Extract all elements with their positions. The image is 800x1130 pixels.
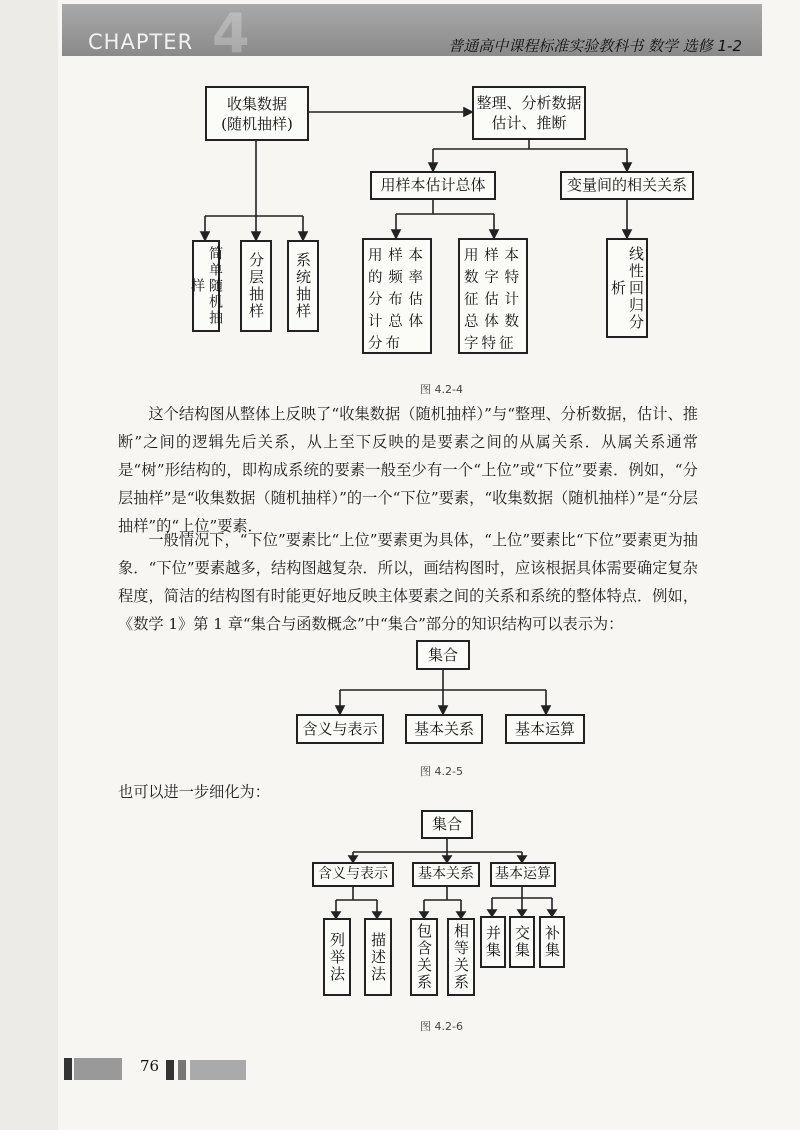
description-method-box: 描述法 [364, 918, 392, 996]
numerical-features-box: 用样本数字特征估计总体数字特征 [458, 238, 528, 354]
meaning-representation-box: 含义与表示 [296, 714, 384, 744]
enumeration-method-box: 列举法 [323, 918, 351, 996]
meaning-representation-box-detailed: 含义与表示 [312, 862, 394, 887]
paragraph-1: 这个结构图从整体上反映了“收集数据（随机抽样）”与“整理、分析数据，估计、推断”之间的逻辑先后关系，从上至下反映的是要素之间的从属关系．从属关系通常是“树”形结构的，即构成系统的要素一般至少有一个“上位”或“下位”要素．例如，“分层抽样”是“收集数据（随机抽样）”的一个“下位”要素，“收集数据（随机抽样）”是“分层抽样”的“上位”要素． [118, 405, 698, 535]
collect-data-box: 收集数据 (随机抽样) [205, 86, 309, 141]
page-number: 76 [140, 1057, 160, 1075]
basic-relations-box-detailed: 基本关系 [412, 862, 480, 887]
union-box: 并集 [480, 916, 506, 968]
inclusion-relation-box: 包含关系 [410, 918, 438, 996]
figure-3-caption: 图 4.2-6 [420, 1020, 463, 1033]
variable-correlation-box: 变量间的相关关系 [560, 171, 694, 200]
paragraph-3: 也可以进一步细化为： [118, 783, 270, 801]
paragraph-2: 一般情况下，“下位”要素比“上位”要素更为具体，“上位”要素比“下位”要素更为抽象．“下位”要素越多，结构图越复杂．所以，画结构图时，应该根据具体需要确定复杂程度，简洁的结构图有时能更好地反映主体要素之间的关系和系统的整体特点．例如，《数学 1》第 1 章“集合与函数概念”中“集合”部分的知识结构可以表示为： [118, 531, 698, 633]
figure-2-caption: 图 4.2-5 [420, 765, 463, 778]
complement-box: 补集 [539, 916, 565, 968]
basic-operations-box: 基本运算 [505, 714, 585, 744]
frequency-distribution-box: 用样本的频率分布估计总体分布 [362, 238, 432, 354]
book-title: 普通高中课程标准实验教科书 数学 选修 1-2 [448, 37, 742, 55]
set-root-box-detailed: 集合 [421, 810, 473, 839]
intersection-box: 交集 [509, 916, 535, 968]
systematic-sampling-box: 系统抽样 [287, 240, 319, 332]
figure-1-caption: 图 4.2-4 [420, 383, 463, 396]
set-root-box: 集合 [416, 640, 470, 670]
equality-relation-box: 相等关系 [447, 918, 475, 996]
stratified-sampling-box: 分层抽样 [240, 240, 272, 332]
basic-operations-box-detailed: 基本运算 [490, 862, 556, 887]
analyze-data-box: 整理、分析数据 估计、推断 [472, 86, 586, 140]
chapter-number-watermark: 4 [212, 2, 250, 65]
sample-estimate-box: 用样本估计总体 [370, 171, 496, 200]
chapter-label: CHAPTER [88, 30, 194, 54]
linear-regression-box: 线性回归分析 [606, 238, 648, 338]
basic-relations-box: 基本关系 [405, 714, 483, 744]
simple-random-sampling-box: 简单随机抽样 [192, 240, 220, 332]
